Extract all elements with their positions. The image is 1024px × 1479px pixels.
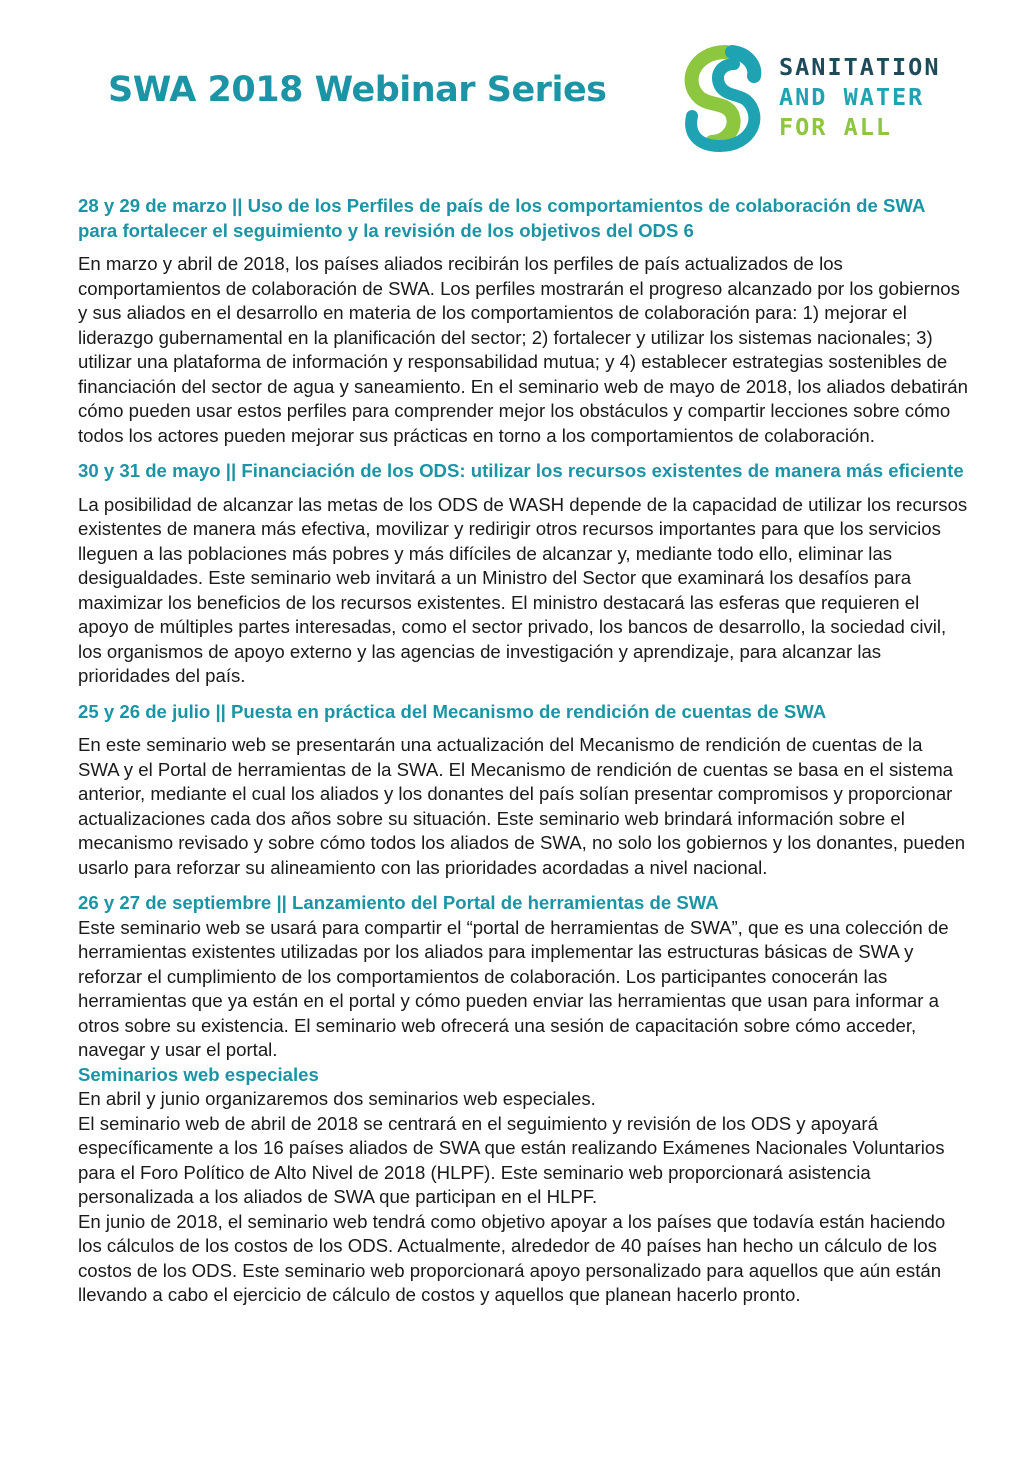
- special-webinars-intro: En abril y junio organizaremos dos seminarios web especiales.: [78, 1088, 596, 1109]
- section-body-september: Este seminario web se usará para compartir el “portal de herramientas de SWA”, que es una colección de herramientas existentes utilizadas por los aliados para implementar las estructuras básicas de SWA y reforzar el cumplimiento de los comportamientos de colaboración. Los participantes conocerán las herramientas que ya están en el portal y cómo pueden enviar las herramientas que usan para informar a otros sobre su existencia. El seminario web ofrecerá una sesión de capacitación sobre cómo acceder, navegar y usar el portal.: [78, 916, 949, 1060]
- section-heading-march: 28 y 29 de marzo || Uso de los Perfiles de país de los comportamientos de colaboración de SWA para fortalecer el seguimiento y la revisión de los objetivos del ODS 6: [78, 195, 925, 241]
- section-heading-september: 26 y 27 de septiembre || Lanzamiento del Portal de herramientas de SWA: [78, 892, 719, 913]
- logo-line-3: FOR ALL: [779, 113, 893, 141]
- section-body-july: En este seminario web se presentarán una actualización del Mecanismo de rendición de cuentas de la SWA y el Portal de herramientas de la SWA. El Mecanismo de rendición de cuentas se basa en el sistema anterior, mediante el cual los aliados y los donantes del país solían presentar compromisos y proporcionar actualizaciones cada dos años sobre su situación. Este seminario web brindará información sobre el mecanismo revisado y sobre cómo todos los aliados de SWA, no solo los gobiernos y los donantes, pueden usarlo para reforzar su alineamiento con las prioridades acordadas a nivel nacional.: [78, 734, 966, 878]
- section-body-may: La posibilidad de alcanzar las metas de los ODS de WASH depende de la capacidad de utilizar los recursos existentes de manera más efectiva, movilizar y redirigir otros recursos importantes para que los servicios lleguen a las poblaciones más pobres y más difíciles de alcanzar y, mediante todo ello, eliminar las desigualdades. Este seminario web invitará a un Ministro del Sector que examinará los desafíos para maximizar los beneficios de los recursos existentes. El ministro destacará las esferas que requieren el apoyo de múltiples partes interesadas, como el sector privado, los bancos de desarrollo, la sociedad civil, los organismos de apoyo externo y las agencias de investigación y aprendizaje, para alcanzar las prioridades del país.: [78, 493, 968, 686]
- section-body-march: En marzo y abril de 2018, los países aliados recibirán los perfiles de país actualizados de los comportamientos de colaboración de SWA. Los perfiles mostrarán el progreso alcanzado por los gobiernos y sus aliados en el desarrollo en materia de los comportamientos de colaboración para: 1) mejorar el liderazgo gubernamental en la planificación del sector; 2) fortalecer y utilizar los sistemas nacionales; 3) utilizar una plataforma de información y responsabilidad mutua; y 4) establecer estrategias sostenibles de financiación del sector de agua y saneamiento. En el seminario web de mayo de 2018, los aliados debatirán cómo pueden usar estos perfiles para comprender mejor los obstáculos y compartir lecciones sobre cómo todos los actores pueden mejorar sus prácticas en torno a los comportamientos de colaboración.: [78, 253, 968, 446]
- logo-line-2: AND WATER: [779, 83, 925, 111]
- page-title: SWA 2018 Webinar Series: [108, 70, 607, 110]
- special-webinar-april: El seminario web de abril de 2018 se centrará en el seguimiento y revisión de los ODS y apoyará específicamente a los 16 países aliados de SWA que están realizando Exámenes Nacionales Voluntarios para el Foro Político de Alto Nivel de 2018 (HLPF). Este seminario web proporcionará asistencia personalizada a los aliados de SWA que participan en el HLPF.: [78, 1112, 945, 1207]
- document-body: [78, 194, 968, 1308]
- logo-line-1: SANITATION: [779, 53, 941, 81]
- section-heading-july: 25 y 26 de julio || Puesta en práctica del Mecanismo de rendición de cuentas de SWA: [78, 700, 827, 722]
- special-webinar-june: En junio de 2018, el seminario web tendrá como objetivo apoyar a los países que todavía están haciendo los cálculos de los costos de los ODS. Actualmente, alrededor de 40 países han hecho un cálculo de los costos de los ODS. Este seminario web proporcionará apoyo personalizado para aquellos que aún están llevando a cabo el ejercicio de cálculo de costos y aquellos que planean hacerlo pronto.: [78, 1210, 946, 1305]
- swa-logo-mark-icon: [676, 42, 768, 154]
- section-heading-may: 30 y 31 de mayo || Financiación de los ODS: utilizar los recursos existentes de manera más eficiente: [78, 460, 964, 481]
- swa-logo-wordmark: [779, 52, 940, 142]
- swa-logo: [676, 42, 976, 154]
- special-webinars-heading: Seminarios web especiales: [78, 1063, 319, 1085]
